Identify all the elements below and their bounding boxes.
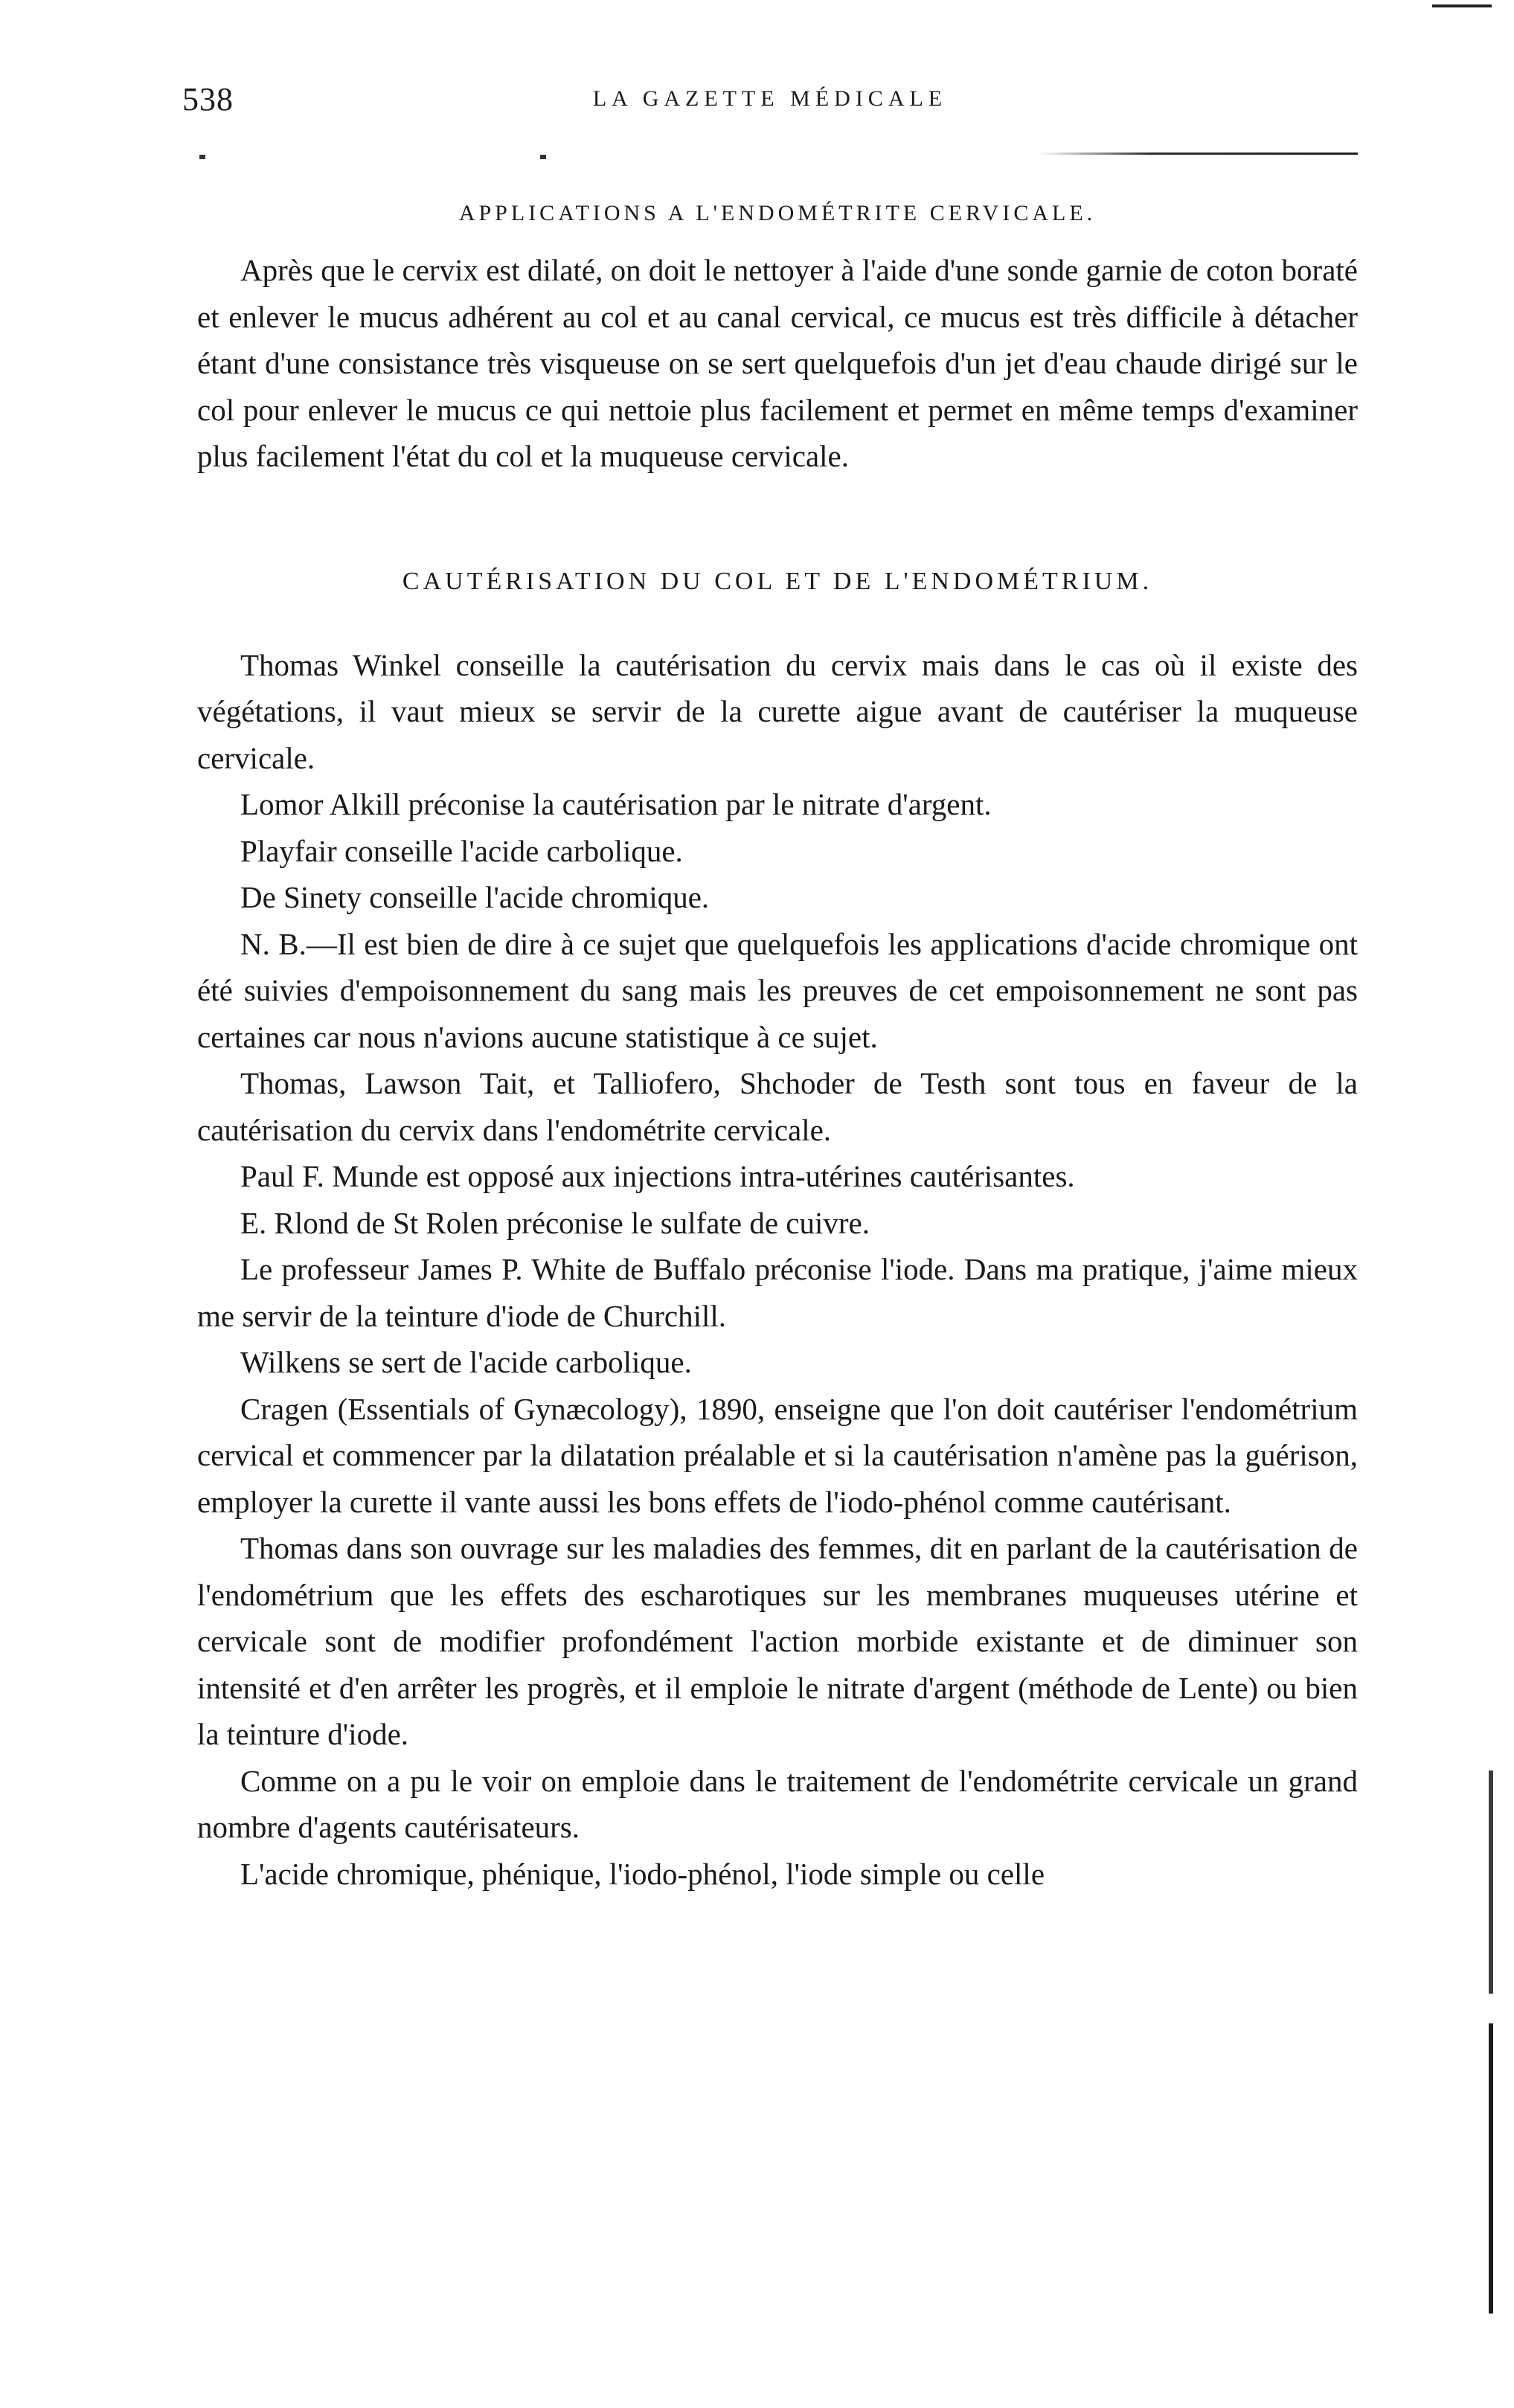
scan-edge-shadow [1489,2023,1493,2314]
section-applications [197,201,1358,480]
paragraph: Thomas Winkel conseille la cautérisation du cervix mais dans le cas où il existe des végétations, il vaut mieux se servir de la curette aigue avant de cautériser la muqueuse cervicale. [197,647,1358,775]
paragraph: De Sinety conseille l'acide chromique. [240,880,710,914]
header-rule [1038,152,1358,155]
section-title: APPLICATIONS A L'ENDOMÉTRITE CERVICALE. [458,201,1097,225]
paragraph: Le professeur James P. White de Buffalo préconise l'iode. Dans ma pratique, j'aime mieux me servir de la teinture d'iode de Churchill. [197,1252,1358,1333]
scan-edge-mark [1432,4,1492,7]
paragraph: Comme on a pu le voir on emploie dans le traitement de l'endométrite cervicale un grand nombre d'agents cautérisateurs. [197,1763,1358,1844]
paragraph: Playfair conseille l'acide carbolique. [240,833,683,868]
section-cauterisation [197,568,1358,1898]
paragraph: L'acide chromique, phénique, l'iodo-phénol, l'iode simple ou celle [240,1856,1045,1891]
header-rule-fragment [199,155,205,159]
running-title: LA GAZETTE MÉDICALE [592,86,948,111]
scan-edge-shadow [1489,1770,1493,1994]
page-number: 538 [182,81,234,118]
paragraph: Thomas dans son ouvrage sur les maladies des femmes, dit en parlant de la cautérisation de l'endométrium que les effets des escharotiques sur les membranes muqueuses utérine et cervicale sont de modifier profondément l'action morbide existante et de diminuer son intensité et d'en arrêter les progrès, et il emploie le nitrate d'argent (méthode de Lente) ou bien la teinture d'iode. [197,1531,1358,1751]
paragraph: Paul F. Munde est opposé aux injections intra-utérines cautérisantes. [240,1159,1075,1193]
header-rule-fragment [540,155,546,159]
section-title: CAUTÉRISATION DU COL ET DE L'ENDOMÉTRIUM. [402,567,1153,595]
paragraph: Thomas, Lawson Tait, et Talliofero, Shchoder de Testh sont tous en faveur de la cautérisation du cervix dans l'endométrite cervicale. [197,1066,1358,1147]
paragraph: E. Rlond de St Rolen préconise le sulfate de cuivre. [240,1205,870,1240]
paragraph: N. B.—Il est bien de dire à ce sujet que quelquefois les applications d'acide chromique ont été suivies d'empoisonnement du sang mais les preuves de cet empoisonnement ne sont pas certaines car nous n'avions aucune statistique à ce sujet. [197,926,1358,1054]
page-body [197,201,1358,1897]
paragraph: Wilkens se sert de l'acide carbolique. [240,1345,692,1379]
paragraph: Lomor Alkill préconise la cautérisation par le nitrate d'argent. [240,787,992,821]
page-header [182,80,1358,125]
paragraph: Cragen (Essentials of Gynæcology), 1890, enseigne que l'on doit cautériser l'endométrium cervical et commencer par la dilatation préalable et si la cautérisation n'amène pas la guérison, employer la curette il vante aussi les bons effets de l'iodo-phénol comme cautérisant. [197,1391,1358,1519]
paragraph: Après que le cervix est dilaté, on doit le nettoyer à l'aide d'une sonde garnie de coton boraté et enlever le mucus adhérent au col et au canal cervical, ce mucus est très difficile à détacher étant d'une consistance très visqueuse on se sert quelquefois d'un jet d'eau chaude dirigé sur le col pour enlever le mucus ce qui nettoie plus facilement et permet en même temps d'examiner plus facilement l'état du col et la muqueuse cervicale. [197,253,1358,473]
